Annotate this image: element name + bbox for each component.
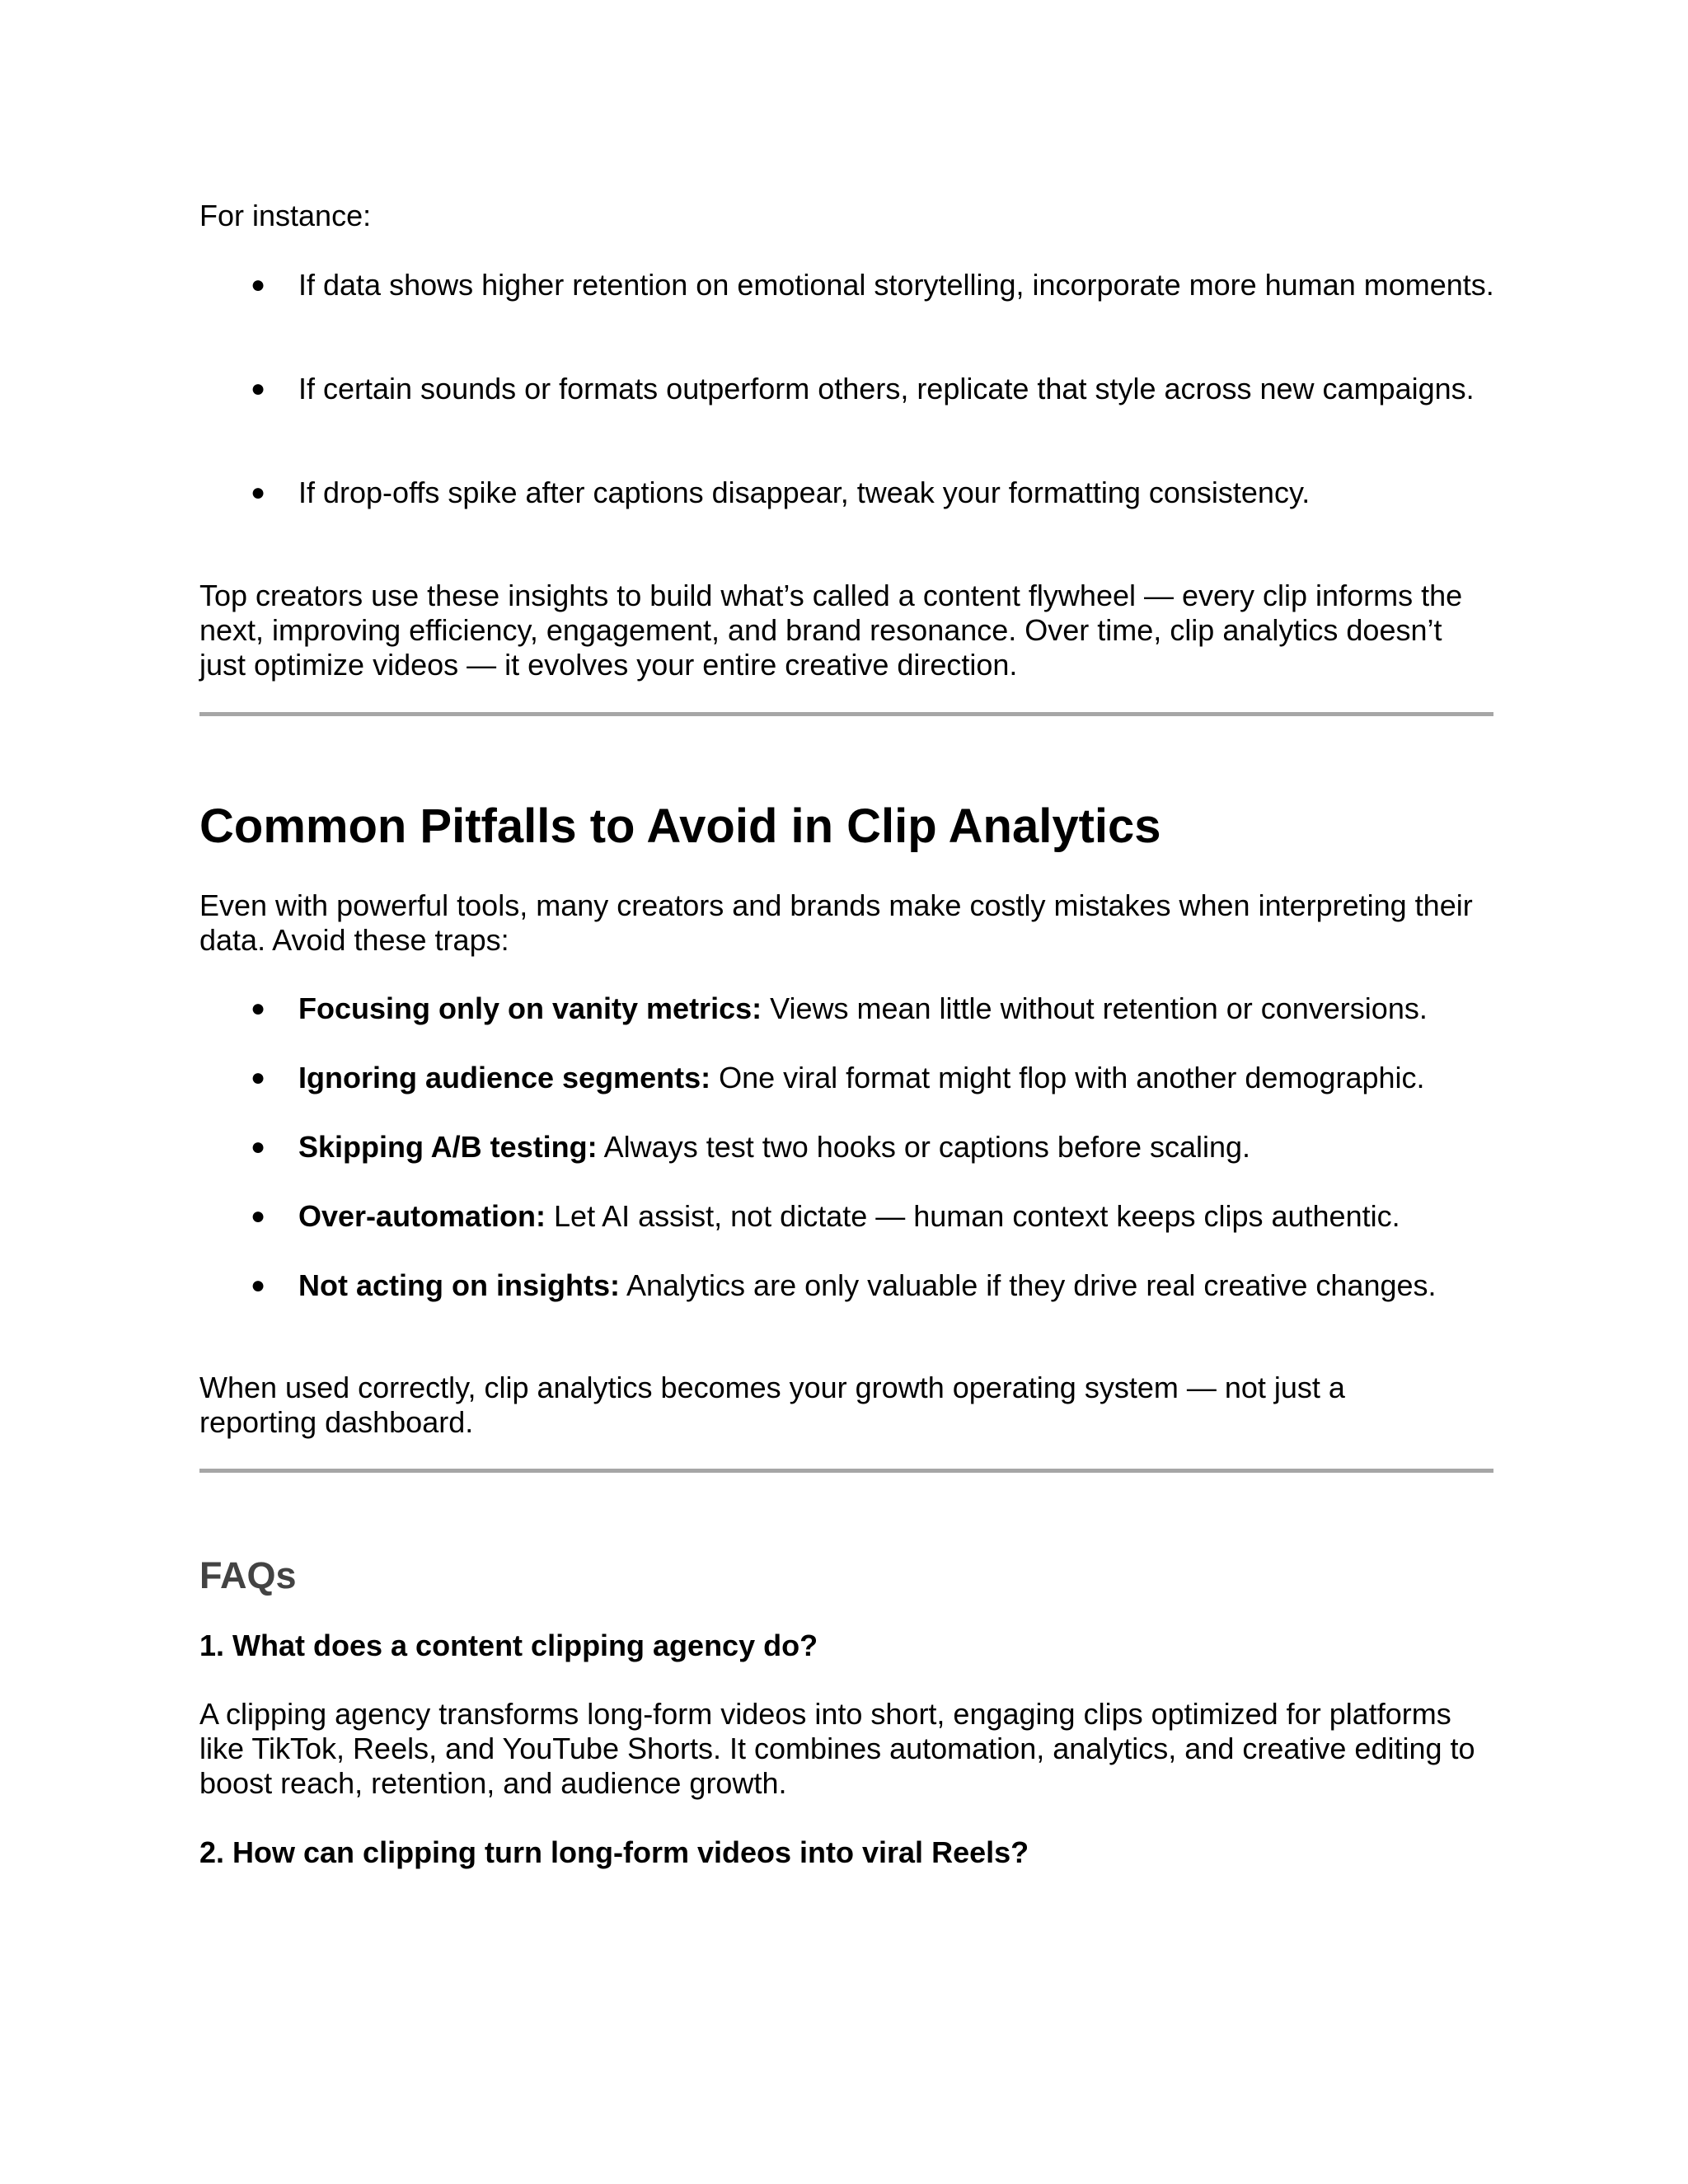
- list-item-text: Let AI assist, not dictate — human context keeps clips authentic.: [546, 1199, 1400, 1233]
- bullet-icon: ●: [251, 375, 266, 402]
- list-item: [199, 372, 1502, 406]
- bullet-icon: ●: [251, 995, 266, 1022]
- list-item-text: If certain sounds or formats outperform others, replicate that style across new campaigns.: [298, 372, 1475, 405]
- bullet-icon: ●: [251, 1272, 266, 1299]
- list-item-term: Over-automation:: [298, 1199, 546, 1233]
- section-divider: [199, 1469, 1493, 1473]
- list-item: [199, 476, 1502, 510]
- faq-answer-1: A clipping agency transforms long-form videos into short, engaging clips optimized for platforms like TikTok, Reels, and YouTube Shorts. It combines automation, analytics, and creative editing to boost reach, retention, and audience growth.: [199, 1697, 1475, 1800]
- faqs-heading: FAQs: [199, 1554, 297, 1596]
- list-item: [199, 1199, 1502, 1234]
- pitfalls-bullet-list-3: [199, 1130, 1502, 1165]
- instance-bullet-list: [199, 268, 1502, 302]
- pitfalls-summary: When used correctly, clip analytics becomes your growth operating system — not just a reporting dashboard.: [199, 1371, 1345, 1439]
- list-item: [199, 1268, 1502, 1303]
- intro-text: For instance:: [199, 199, 372, 232]
- pitfalls-bullet-list-1: [199, 991, 1502, 1026]
- pitfalls-intro: Even with powerful tools, many creators and brands make costly mistakes when interpreting their data. Avoid these traps:: [199, 888, 1473, 957]
- pitfalls-bullet-list-2: [199, 1061, 1502, 1095]
- pitfalls-bullet-list-4: [199, 1199, 1502, 1234]
- list-item: [199, 1130, 1502, 1165]
- list-item: [199, 991, 1502, 1026]
- instance-bullet-list-2: [199, 372, 1502, 406]
- bullet-icon: ●: [251, 1064, 266, 1091]
- list-item: [199, 268, 1502, 302]
- bullet-icon: ●: [251, 479, 266, 506]
- list-item-term: Focusing only on vanity metrics:: [298, 991, 762, 1025]
- faq-question-1: 1. What does a content clipping agency do?: [199, 1629, 818, 1662]
- list-item: [199, 1061, 1502, 1095]
- bullet-icon: ●: [251, 1202, 266, 1230]
- list-item-text: If drop-offs spike after captions disappear, tweak your formatting consistency.: [298, 476, 1311, 509]
- list-item-term: Ignoring audience segments:: [298, 1061, 711, 1094]
- list-item-term: Not acting on insights:: [298, 1268, 620, 1302]
- faq-question-2: 2. How can clipping turn long-form videos into viral Reels?: [199, 1835, 1029, 1869]
- flywheel-paragraph: Top creators use these insights to build what’s called a content flywheel — every clip informs the next, improving efficiency, engagement, and brand resonance. Over time, clip analytics doesn’t just optimize videos — it evolves your entire creative direction.: [199, 579, 1463, 682]
- instance-bullet-list-3: [199, 476, 1502, 510]
- list-item-text: Views mean little without retention or conversions.: [762, 991, 1428, 1025]
- pitfalls-bullet-list-5: [199, 1268, 1502, 1303]
- section-divider: [199, 712, 1493, 716]
- bullet-icon: ●: [251, 271, 266, 298]
- list-item-text: One viral format might flop with another demographic.: [710, 1061, 1425, 1094]
- list-item-text: Analytics are only valuable if they drive real creative changes.: [619, 1268, 1437, 1302]
- list-item-text: Always test two hooks or captions before scaling.: [597, 1130, 1251, 1164]
- bullet-icon: ●: [251, 1133, 266, 1160]
- pitfalls-heading: Common Pitfalls to Avoid in Clip Analytics: [199, 799, 1161, 853]
- list-item-term: Skipping A/B testing:: [298, 1130, 598, 1164]
- list-item-text: If data shows higher retention on emotional storytelling, incorporate more human moments.: [298, 268, 1494, 302]
